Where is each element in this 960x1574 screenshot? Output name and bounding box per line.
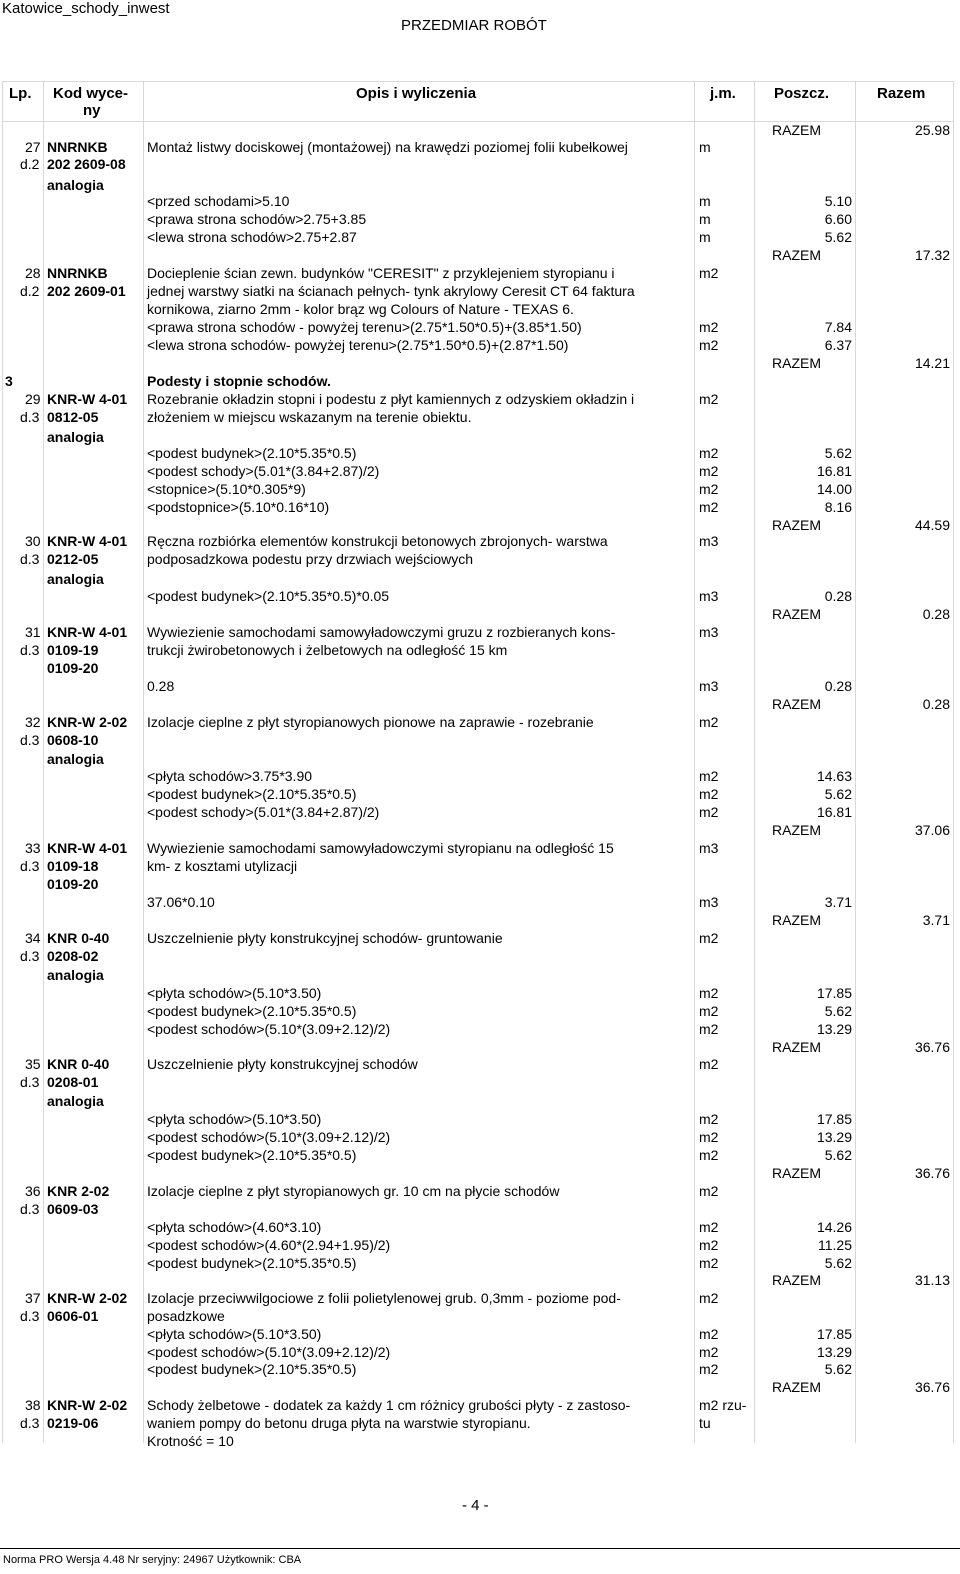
calc-value: 13.29 bbox=[816, 1344, 852, 1360]
calc-value: 16.81 bbox=[816, 804, 852, 820]
calc-line: <lewa strona schodów- powyżej terenu>(2.75*1.50*0.5)+(2.87*1.50) bbox=[147, 337, 569, 353]
item-description: Ręczna rozbiórka elementów konstrukcji betonowych zbrojonych- warstwa bbox=[147, 533, 608, 549]
item-description: Krotność = 10 bbox=[147, 1433, 234, 1449]
calc-line: <podstopnice>(5.10*0.16*10) bbox=[147, 499, 330, 515]
calc-value: 14.63 bbox=[816, 768, 852, 784]
calc-unit: m2 bbox=[699, 445, 719, 461]
calc-line: <podest schodów>(5.10*(3.09+2.12)/2) bbox=[147, 1344, 391, 1360]
razem-value: 0.28 bbox=[922, 606, 950, 622]
calc-value: 5.62 bbox=[824, 1361, 852, 1377]
item-code: 0109-18 bbox=[47, 858, 99, 874]
item-code: analogia bbox=[47, 751, 104, 767]
calc-value: 8.16 bbox=[824, 499, 852, 515]
item-code: KNR-W 4-01 bbox=[47, 840, 128, 856]
calc-unit: m2 bbox=[699, 1255, 719, 1271]
calc-unit: m3 bbox=[699, 588, 719, 604]
razem-value: 36.76 bbox=[914, 1379, 950, 1395]
section-number: 3 bbox=[5, 373, 13, 389]
calc-unit: m2 bbox=[699, 463, 719, 479]
calc-value: 17.85 bbox=[816, 1111, 852, 1127]
calc-line: <podest budynek>(2.10*5.35*0.5) bbox=[147, 445, 357, 461]
calc-unit: m bbox=[699, 193, 711, 209]
item-code: analogia bbox=[47, 1093, 104, 1109]
item-unit: m2 bbox=[699, 714, 719, 730]
razem-value: 14.21 bbox=[914, 355, 950, 371]
razem-value: 25.98 bbox=[914, 122, 950, 138]
calc-value: 0.28 bbox=[824, 678, 852, 694]
razem-label: RAZEM bbox=[772, 606, 821, 622]
item-description: posadzkowe bbox=[147, 1308, 225, 1324]
razem-value: 37.06 bbox=[914, 822, 950, 838]
item-code: 0208-02 bbox=[47, 948, 99, 964]
calc-line: <płyta schodów>3.75*3.90 bbox=[147, 768, 313, 784]
razem-label: RAZEM bbox=[772, 1379, 821, 1395]
item-unit: m2 bbox=[699, 1290, 719, 1306]
calc-line: 37.06*0.10 bbox=[147, 894, 215, 910]
item-code: KNR 0-40 bbox=[47, 1056, 110, 1072]
item-code: 0606-01 bbox=[47, 1308, 99, 1324]
calc-line: <podest budynek>(2.10*5.35*0.5) bbox=[147, 1361, 357, 1377]
item-code: 0109-20 bbox=[47, 876, 99, 892]
item-unit: m bbox=[699, 139, 711, 155]
item-chapter: d.3 bbox=[20, 1308, 40, 1324]
col-kod-cont: ny bbox=[83, 102, 101, 119]
col-razem: Razem bbox=[877, 85, 926, 102]
razem-label: RAZEM bbox=[772, 822, 821, 838]
calc-unit: m2 bbox=[699, 1326, 719, 1342]
item-code: 0109-19 bbox=[47, 642, 99, 658]
item-description: podposadzkowa podestu przy drzwiach wejściowych bbox=[147, 551, 474, 567]
item-chapter: d.3 bbox=[20, 1074, 40, 1090]
item-code: 0812-05 bbox=[47, 409, 99, 425]
calc-value: 3.71 bbox=[824, 894, 852, 910]
razem-value: 17.32 bbox=[914, 247, 950, 263]
item-code: analogia bbox=[47, 967, 104, 983]
item-description: Wywiezienie samochodami samowyładowczymi styropianu na odległość 15 bbox=[147, 840, 614, 856]
calc-line: <podest schody>(5.01*(3.84+2.87)/2) bbox=[147, 804, 380, 820]
col-lp: Lp. bbox=[9, 85, 32, 102]
item-unit: m2 bbox=[699, 391, 719, 407]
calc-line: 0.28 bbox=[147, 678, 175, 694]
razem-value: 44.59 bbox=[914, 517, 950, 533]
calc-line: <prawa strona schodów - powyżej terenu>(2.75*1.50*0.5)+(3.85*1.50) bbox=[147, 319, 582, 335]
calc-value: 16.81 bbox=[816, 463, 852, 479]
calc-value: 14.26 bbox=[816, 1219, 852, 1235]
calc-value: 11.25 bbox=[818, 1237, 852, 1253]
calc-line: <podest budynek>(2.10*5.35*0.5) bbox=[147, 1003, 357, 1019]
calc-line: <podest budynek>(2.10*5.35*0.5) bbox=[147, 1255, 357, 1271]
item-description: kornikowa, ziarno 2mm - kolor brąz wg Colours of Nature - TEXAS 6. bbox=[147, 301, 574, 317]
item-number: 34 bbox=[25, 930, 41, 946]
item-description: Izolacje cieplne z płyt styropianowych gr. 10 cm na płycie schodów bbox=[147, 1183, 560, 1199]
item-code: KNR 2-02 bbox=[47, 1183, 110, 1199]
item-code: NNRNKB bbox=[47, 265, 108, 281]
calc-unit: m2 bbox=[699, 1129, 719, 1145]
calc-unit: m2 bbox=[699, 768, 719, 784]
calc-line: <lewa strona schodów>2.75+2.87 bbox=[147, 229, 357, 245]
item-description: Docieplenie ścian zewn. budynków "CERESIT" z przyklejeniem styropianu i bbox=[147, 265, 615, 281]
item-description: waniem pompy do betonu druga płyta na warstwie styropianu. bbox=[147, 1415, 531, 1431]
razem-value: 0.28 bbox=[922, 696, 950, 712]
razem-label: RAZEM bbox=[772, 122, 821, 138]
calc-unit: m3 bbox=[699, 894, 719, 910]
calc-unit: m bbox=[699, 229, 711, 245]
razem-value: 36.76 bbox=[914, 1039, 950, 1055]
col-poszcz: Poszcz. bbox=[774, 85, 830, 102]
calc-line: <stopnice>(5.10*0.305*9) bbox=[147, 481, 306, 497]
calc-value: 0.28 bbox=[824, 588, 852, 604]
item-code: KNR-W 4-01 bbox=[47, 533, 128, 549]
calc-unit: m2 bbox=[699, 786, 719, 802]
page-number: - 4 - bbox=[462, 1497, 489, 1514]
item-code: KNR-W 2-02 bbox=[47, 714, 128, 730]
calc-line: <podest budynek>(2.10*5.35*0.5)*0.05 bbox=[147, 588, 390, 604]
col-jm: j.m. bbox=[710, 85, 736, 102]
item-unit: m3 bbox=[699, 533, 719, 549]
item-chapter: d.2 bbox=[20, 156, 40, 172]
item-code: KNR-W 2-02 bbox=[47, 1397, 128, 1413]
calc-line: <podest schodów>(4.60*(2.94+1.95)/2) bbox=[147, 1237, 391, 1253]
calc-unit: m2 bbox=[699, 1361, 719, 1377]
calc-value: 5.62 bbox=[824, 229, 852, 245]
item-chapter: d.3 bbox=[20, 1201, 40, 1217]
calc-unit: m2 bbox=[699, 804, 719, 820]
item-chapter: d.3 bbox=[20, 858, 40, 874]
calc-unit: m3 bbox=[699, 678, 719, 694]
item-chapter: d.3 bbox=[20, 1415, 40, 1431]
item-description: trukcji żwirobetonowych i żelbetowych na odległość 15 km bbox=[147, 642, 508, 658]
item-description: km- z kosztami utylizacji bbox=[147, 858, 298, 874]
calc-value: 5.62 bbox=[824, 1147, 852, 1163]
item-code: analogia bbox=[47, 177, 104, 193]
item-description: złożeniem w miejscu wskazanym na terenie obiektu. bbox=[147, 409, 472, 425]
item-code: 0208-01 bbox=[47, 1074, 99, 1090]
item-number: 32 bbox=[25, 714, 41, 730]
item-unit: m2 bbox=[699, 930, 719, 946]
col-opis: Opis i wyliczenia bbox=[356, 85, 477, 102]
calc-line: <płyta schodów>(5.10*3.50) bbox=[147, 1326, 322, 1342]
item-chapter: d.3 bbox=[20, 948, 40, 964]
item-chapter: d.3 bbox=[20, 642, 40, 658]
item-unit: m3 bbox=[699, 624, 719, 640]
calc-value: 5.10 bbox=[824, 193, 852, 209]
calc-value: 5.62 bbox=[824, 1255, 852, 1271]
item-code: analogia bbox=[47, 571, 104, 587]
calc-value: 5.62 bbox=[824, 786, 852, 802]
item-description: Uszczelnienie płyty konstrukcyjnej schodów- gruntowanie bbox=[147, 930, 503, 946]
item-description: jednej warstwy siatki na ścianach pełnych- tynk akrylowy Ceresit CT 64 faktura bbox=[147, 283, 635, 299]
calc-line: <płyta schodów>(5.10*3.50) bbox=[147, 985, 322, 1001]
calc-unit: m2 bbox=[699, 319, 719, 335]
calc-value: 14.00 bbox=[816, 481, 852, 497]
razem-label: RAZEM bbox=[772, 247, 821, 263]
item-code: 0219-06 bbox=[47, 1415, 99, 1431]
razem-label: RAZEM bbox=[772, 1165, 821, 1181]
calc-line: <płyta schodów>(5.10*3.50) bbox=[147, 1111, 322, 1127]
item-code: 0109-20 bbox=[47, 660, 99, 676]
item-number: 33 bbox=[25, 840, 41, 856]
item-unit: m2 bbox=[699, 1183, 719, 1199]
calc-value: 17.85 bbox=[816, 1326, 852, 1342]
page-heading: PRZEDMIAR ROBÓT bbox=[401, 17, 547, 34]
item-description: Izolacje przeciwwilgociowe z folii polietylenowej grub. 0,3mm - poziome pod- bbox=[147, 1290, 621, 1306]
item-unit: m2 bbox=[699, 1056, 719, 1072]
calc-value: 6.60 bbox=[824, 211, 852, 227]
calc-unit: m2 bbox=[699, 1344, 719, 1360]
calc-value: 5.62 bbox=[824, 445, 852, 461]
item-number: 35 bbox=[25, 1056, 41, 1072]
calc-unit: m2 bbox=[699, 985, 719, 1001]
item-code: 202 2609-01 bbox=[47, 283, 126, 299]
item-code: NNRNKB bbox=[47, 139, 108, 155]
item-number: 37 bbox=[25, 1290, 41, 1306]
item-chapter: d.3 bbox=[20, 551, 40, 567]
calc-value: 5.62 bbox=[824, 1003, 852, 1019]
footer-text: Norma PRO Wersja 4.48 Nr seryjny: 24967 Użytkownik: CBA bbox=[3, 1554, 302, 1566]
calc-unit: m2 bbox=[699, 1219, 719, 1235]
document-title: Katowice_schody_inwest bbox=[2, 0, 170, 17]
item-chapter: d.3 bbox=[20, 409, 40, 425]
section-title: Podesty i stopnie schodów. bbox=[147, 373, 331, 389]
item-code: KNR-W 4-01 bbox=[47, 624, 128, 640]
calc-line: <podest schody>(5.01*(3.84+2.87)/2) bbox=[147, 463, 380, 479]
item-unit: m2 bbox=[699, 265, 719, 281]
item-number: 30 bbox=[25, 533, 41, 549]
item-description: Montaż listwy dociskowej (montażowej) na krawędzi poziomej folii kubełkowej bbox=[147, 139, 628, 155]
item-unit: m2 rzu- bbox=[699, 1397, 747, 1413]
item-unit: m3 bbox=[699, 840, 719, 856]
item-unit-cont: tu bbox=[699, 1415, 711, 1431]
calc-value: 13.29 bbox=[816, 1021, 852, 1037]
item-number: 28 bbox=[25, 265, 41, 281]
item-code: 0609-03 bbox=[47, 1201, 99, 1217]
calc-value: 13.29 bbox=[816, 1129, 852, 1145]
col-kod: Kod wyce- bbox=[53, 85, 129, 102]
razem-label: RAZEM bbox=[772, 696, 821, 712]
calc-unit: m2 bbox=[699, 1237, 719, 1253]
item-chapter: d.2 bbox=[20, 283, 40, 299]
calc-line: <podest budynek>(2.10*5.35*0.5) bbox=[147, 1147, 357, 1163]
item-code: 0212-05 bbox=[47, 551, 99, 567]
razem-value: 3.71 bbox=[922, 912, 950, 928]
item-number: 27 bbox=[25, 139, 41, 155]
calc-line: <płyta schodów>(4.60*3.10) bbox=[147, 1219, 322, 1235]
calc-unit: m2 bbox=[699, 1147, 719, 1163]
item-description: Rozebranie okładzin stopni i podestu z płyt kamiennych z odzyskiem okładzin i bbox=[147, 391, 635, 407]
calc-value: 7.84 bbox=[824, 319, 852, 335]
calc-unit: m2 bbox=[699, 337, 719, 353]
item-number: 36 bbox=[25, 1183, 41, 1199]
item-description: Schody żelbetowe - dodatek za każdy 1 cm różnicy grubości płyty - z zastoso- bbox=[147, 1397, 631, 1413]
item-code: 0608-10 bbox=[47, 732, 99, 748]
calc-line: <przed schodami>5.10 bbox=[147, 193, 290, 209]
calc-line: <prawa strona schodów>2.75+3.85 bbox=[147, 211, 367, 227]
calc-unit: m2 bbox=[699, 499, 719, 515]
item-number: 29 bbox=[25, 391, 41, 407]
item-code: KNR-W 2-02 bbox=[47, 1290, 128, 1306]
item-description: Izolacje cieplne z płyt styropianowych pionowe na zaprawie - rozebranie bbox=[147, 714, 594, 730]
calc-unit: m2 bbox=[699, 1111, 719, 1127]
item-code: analogia bbox=[47, 429, 104, 445]
calc-line: <podest schodów>(5.10*(3.09+2.12)/2) bbox=[147, 1129, 391, 1145]
item-chapter: d.3 bbox=[20, 732, 40, 748]
item-description: Wywiezienie samochodami samowyładowczymi gruzu z rozbieranych kons- bbox=[147, 624, 616, 640]
calc-line: <podest budynek>(2.10*5.35*0.5) bbox=[147, 786, 357, 802]
razem-label: RAZEM bbox=[772, 1272, 821, 1288]
calc-line: <podest schodów>(5.10*(3.09+2.12)/2) bbox=[147, 1021, 391, 1037]
calc-unit: m2 bbox=[699, 1003, 719, 1019]
calc-unit: m2 bbox=[699, 481, 719, 497]
razem-value: 31.13 bbox=[914, 1272, 950, 1288]
item-code: 202 2609-08 bbox=[47, 156, 126, 172]
calc-value: 17.85 bbox=[816, 985, 852, 1001]
razem-label: RAZEM bbox=[772, 517, 821, 533]
item-description: Uszczelnienie płyty konstrukcyjnej schodów bbox=[147, 1056, 418, 1072]
item-number: 31 bbox=[25, 624, 41, 640]
razem-value: 36.76 bbox=[914, 1165, 950, 1181]
razem-label: RAZEM bbox=[772, 912, 821, 928]
razem-label: RAZEM bbox=[772, 355, 821, 371]
calc-unit: m bbox=[699, 211, 711, 227]
item-code: KNR 0-40 bbox=[47, 930, 110, 946]
razem-label: RAZEM bbox=[772, 1039, 821, 1055]
calc-value: 6.37 bbox=[824, 337, 852, 353]
item-code: KNR-W 4-01 bbox=[47, 391, 128, 407]
item-number: 38 bbox=[25, 1397, 41, 1413]
calc-unit: m2 bbox=[699, 1021, 719, 1037]
